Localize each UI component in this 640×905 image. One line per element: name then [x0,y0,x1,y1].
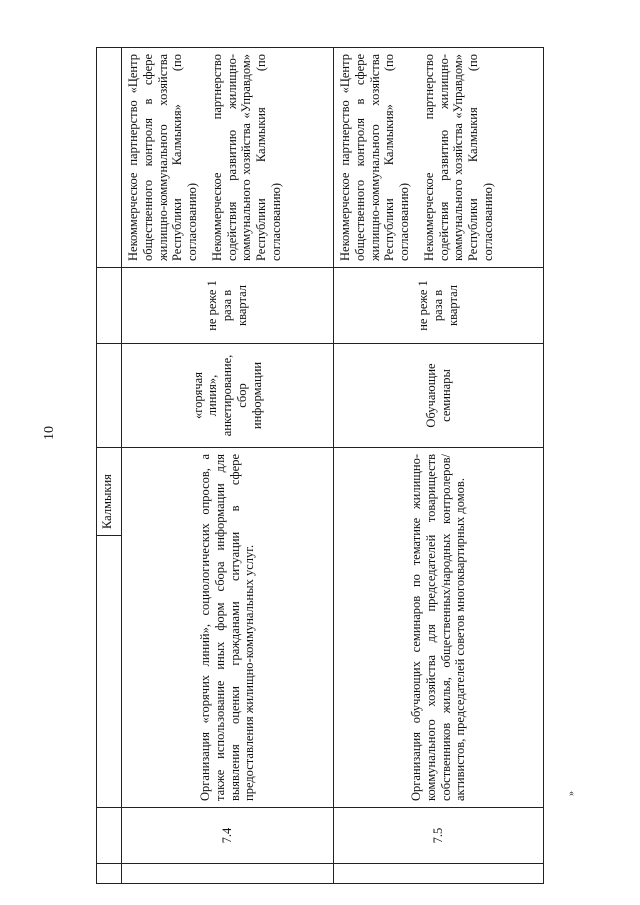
table-row [122,48,334,884]
table-cell-period-empty [97,268,122,344]
table-cell-margin [334,864,544,884]
table-cell-period: не реже 1 раза в квартал [122,268,334,344]
table-cell-partners [122,48,334,268]
partner-paragraph: Некоммерческое партнерство «Центр общественного контроля в сфере жилищно-коммунального хозяйства Республики Калмыкия» (по согласованию) [338,54,411,261]
partner-paragraph: Некоммерческое партнерство «Центр общественного контроля в сфере жилищно-коммунального хозяйства Республики Калмыкия» (по согласованию) [126,54,199,261]
partner-paragraph: Некоммерческое партнерство содействия развитию жилищно-коммунального хозяйства «Управдом» Республики Калмыкия (по согласованию) [209,54,283,261]
table-cell-desc-empty [97,536,122,808]
table-cell-description: Организация «горячих линий», социологических опросов, а также использование иных форм сбора информации для выявления оценки гражданами ситуации в сфере предоставления жилищно-коммунальных услуг. [122,448,334,808]
page-number: 10 [42,426,57,440]
table-cell-margin [122,864,334,884]
table-cell-num: 7.4 [122,808,334,864]
rotated-table-container [96,48,536,884]
partner-paragraph: Некоммерческое партнерство содействия развитию жилищно-коммунального хозяйства «Управдом» Республики Калмыкия (по согласованию) [421,54,495,261]
table-row-header-continuation [97,48,122,884]
table-cell-description: Организация обучающих семинаров по тематике жилищно-коммунального хозяйства для председателей товариществ собственников жилья, общественных/народных контролеров/активистов, председателей советов многоквартирных домов. [334,448,544,808]
table-row [334,48,544,884]
table-cell-form: Обучающие семинары [334,344,544,448]
table-cell-partner-empty [97,48,122,268]
table-cell-partners [334,48,544,268]
table-cell-period: не реже 1 раза в квартал [334,268,544,344]
table-cell-form: «горячая линия», анкетирование, сбор информации [122,344,334,448]
table-cell-margin [97,864,122,884]
plan-table [96,47,544,884]
table-cell-place: Калмыкия [97,448,122,536]
table-cell-form-empty [97,344,122,448]
corner-mark: » [566,791,577,796]
table-cell-num-empty [97,808,122,864]
table-cell-num: 7.5 [334,808,544,864]
